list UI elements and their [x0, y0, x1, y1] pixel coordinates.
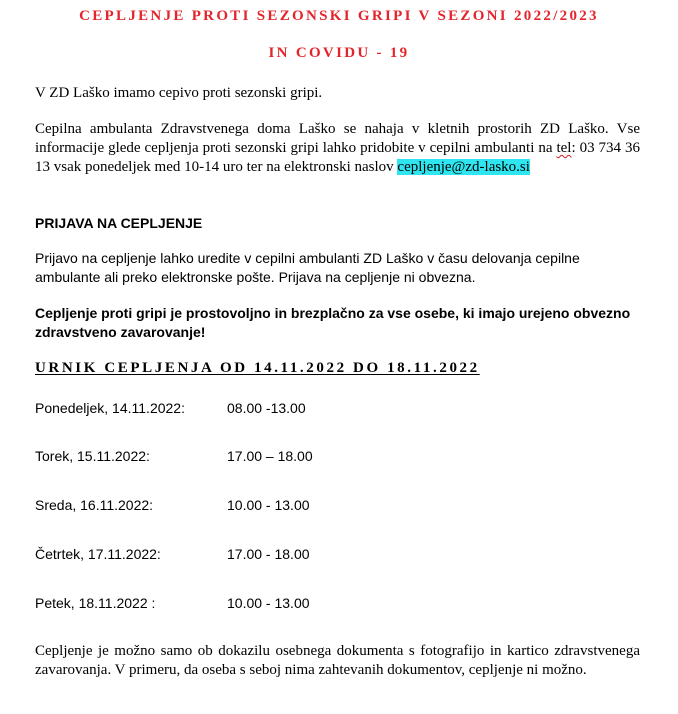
- info-text-before: Cepilna ambulanta Zdravstvenega doma Laško se nahaja v kletnih prostorih ZD Laško. Vse informacije glede cepljenja proti sezonski gripi lahko pridobite v cepilni ambulanti na: [35, 121, 640, 156]
- schedule-day: Četrtek, 17.11.2022:: [35, 546, 161, 562]
- schedule-time: 17.00 – 18.00: [227, 448, 313, 464]
- page-subtitle: IN COVIDU - 19: [268, 45, 410, 61]
- schedule-time: 08.00 -13.00: [227, 400, 306, 416]
- free-vaccination-notice: Cepljenje proti gripi je prostovoljno in brezplačno za vse osebe, ki imajo urejeno obvezno zdravstveno zavarovanje!: [35, 305, 631, 340]
- registration-paragraph: Prijavo na cepljenje lahko uredite v cepilni ambulanti ZD Laško v času delovanja cepilne ambulante ali preko elektronske pošte. Prijava na cepljenje ni obvezna.: [35, 250, 580, 285]
- schedule-time: 17.00 - 18.00: [227, 546, 310, 562]
- documents-notice: Cepljenje je možno samo ob dokazilu osebnega dokumenta s fotografijo in kartico zdravstvenega zavarovanja. V primeru, da oseba s seboj nima zahtevanih dokumentov, cepljenje ni možno.: [35, 643, 640, 678]
- info-paragraph: [35, 120, 640, 177]
- schedule-row-wednesday: [35, 495, 535, 515]
- page-title: CEPLJENJE PROTI SEZONSKI GRIPI V SEZONI 2022/2023: [79, 8, 599, 24]
- email-link[interactable]: cepljenje@zd-lasko.si: [397, 159, 530, 175]
- schedule-day: Sreda, 16.11.2022:: [35, 497, 154, 513]
- schedule-time: 10.00 - 13.00: [227, 595, 310, 611]
- schedule-day: Ponedeljek, 14.11.2022:: [35, 400, 185, 416]
- tel-word: tel: [556, 140, 572, 156]
- intro-paragraph: V ZD Laško imamo cepivo proti sezonski gripi.: [35, 85, 323, 101]
- schedule-row-thursday: [35, 544, 535, 564]
- schedule-day: Petek, 18.11.2022 :: [35, 595, 156, 611]
- schedule-day: Torek, 15.11.2022:: [35, 448, 150, 464]
- registration-heading: PRIJAVA NA CEPLJENJE: [35, 215, 203, 231]
- schedule-row-tuesday: [35, 446, 535, 466]
- info-text-after: : 03 734 36 13 vsak ponedeljek med 10-14 uro ter na elektronski naslov: [35, 140, 640, 175]
- schedule-heading: URNIK CEPLJENJA OD 14.11.2022 DO 18.11.2022: [35, 360, 480, 376]
- schedule-row-monday: [35, 398, 535, 418]
- schedule-row-friday: [35, 593, 535, 613]
- schedule-time: 10.00 - 13.00: [227, 497, 310, 513]
